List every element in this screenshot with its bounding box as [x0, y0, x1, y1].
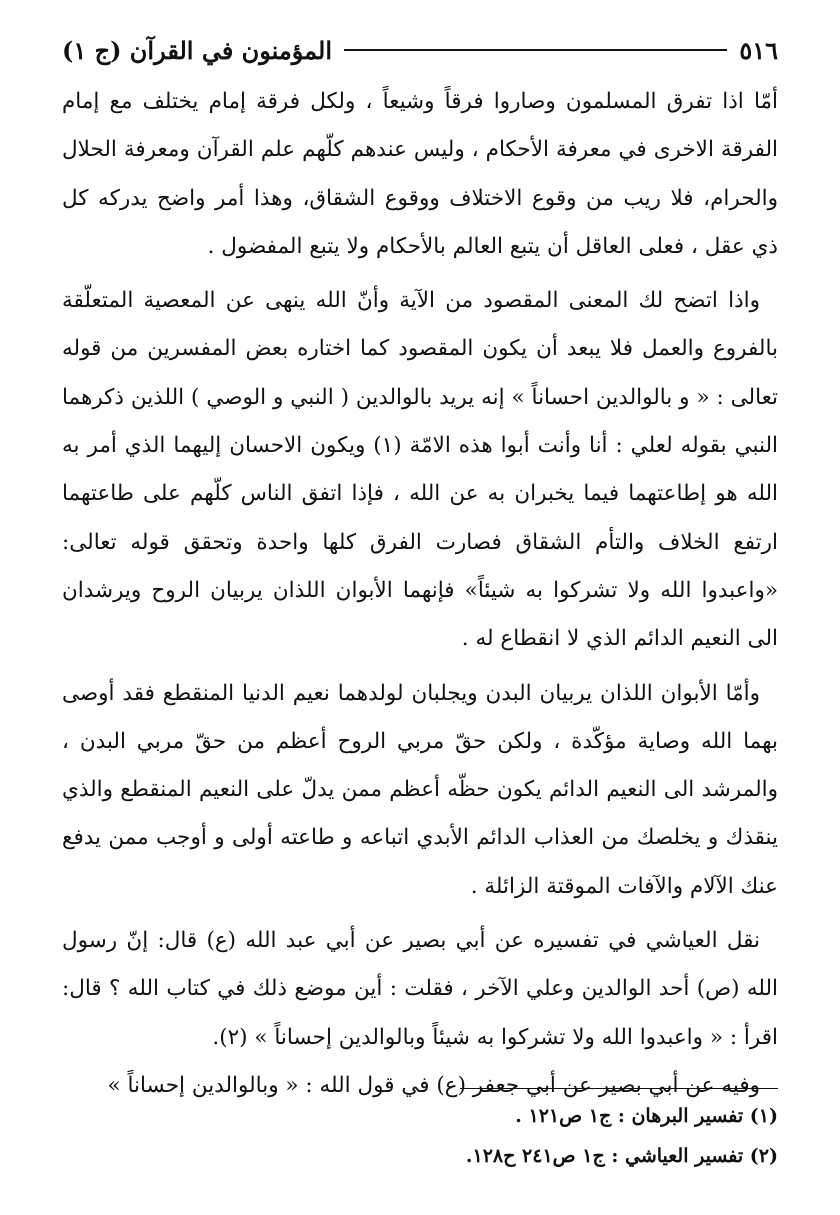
footnote-1: (١) تفسير البرهان : ج١ ص١٢١ .	[515, 1105, 778, 1127]
footnote-rule	[460, 1088, 778, 1089]
paragraph-4: نقل العياشي في تفسيره عن أبي بصير عن أبي عبد الله (ع) قال: إنّ رسول الله (ص) أحد الوالدين وعلي الآخر ، فقلت : أين موضع ذلك في كتاب الله ؟ قال: اقرأ : « واعبدوا الله ولا تشركوا به شيئاً وبالوالدين إحساناً » (٢).	[62, 928, 778, 1050]
paragraph-1: أمّا اذا تفرق المسلمون وصاروا فرقاً وشيعاً ، ولكل فرقة إمام يختلف مع إمام الفرقة الاخرى في معرفة الأحكام ، وليس عندهم كلّهم علم القرآن ومعرفة الحلال والحرام، فلا ريب من وقوع الاختلاف ووقوع الشقاق، وهذا أمر واضح يدركه كل ذي عقل ، فعلى العاقل أن يتبع العالم بالأحكام ولا يتبع المفضول .	[62, 89, 778, 259]
page-number: ٥١٦	[739, 35, 778, 65]
paragraph-3: وأمّا الأبوان اللذان يربيان البدن ويجلبان لولدهما نعيم الدنيا المنقطع فقد أوصى بهما الله وصاية مؤكّدة ، ولكن حقّ مربي الروح أعظم من حقّ مربي البدن ، والمرشد الى النعيم الدائم يكون حظّه أعظم ممن يدلّ على النعيم المنقطع والذي ينقذك و يخلصك من العذاب الدائم الأبدي اتباعه و طاعته أولى و أوجب ممن يدفع عنك الآلام والآفات الموقتة الزائلة .	[62, 680, 778, 899]
footnotes	[62, 1096, 778, 1176]
header-rule	[344, 49, 727, 51]
paragraph-2: واذا اتضح لك المعنى المقصود من الآية وأنّ الله ينهى عن المعصية المتعلّقة بالفروع والعمل فلا يبعد أن يكون المقصود كما اختاره بعض المفسرين من قوله تعالى : « و بالوالدين احساناً » إنه يريد بالوالدين ( النبي و الوصي ) اللذين ذكرهما النبي بقوله لعلي : أنا وأنت أبوا هذه الامّة (١) ويكون الاحسان إليهما الذي أمر به الله هو إطاعتهما فيما يخبران به عن الله ، فإذا اتفق الناس كلّهم على طاعتهما ارتفع الخلاف والتأم الشقاق فصارت الفرق كلها واحدة وتحقق قوله تعالى: «واعبدوا الله ولا تشركوا به شيئاً» فإنهما الأبوان اللذان يربيان الروح ويرشدان الى النعيم الدائم الذي لا انقطاع له .	[62, 288, 778, 652]
page-header	[62, 30, 778, 70]
running-title: المؤمنون في القرآن (ج ١)	[62, 35, 333, 65]
main-text	[62, 78, 778, 1110]
paragraph-5: وفيه عن أبي بصير عن أبي جعفر (ع) في قول الله : « وبالوالدين إحساناً »	[107, 1072, 760, 1098]
footnote-2: (٢) تفسير العياشي : ج١ ص٢٤١ ح١٢٨.	[465, 1145, 778, 1167]
